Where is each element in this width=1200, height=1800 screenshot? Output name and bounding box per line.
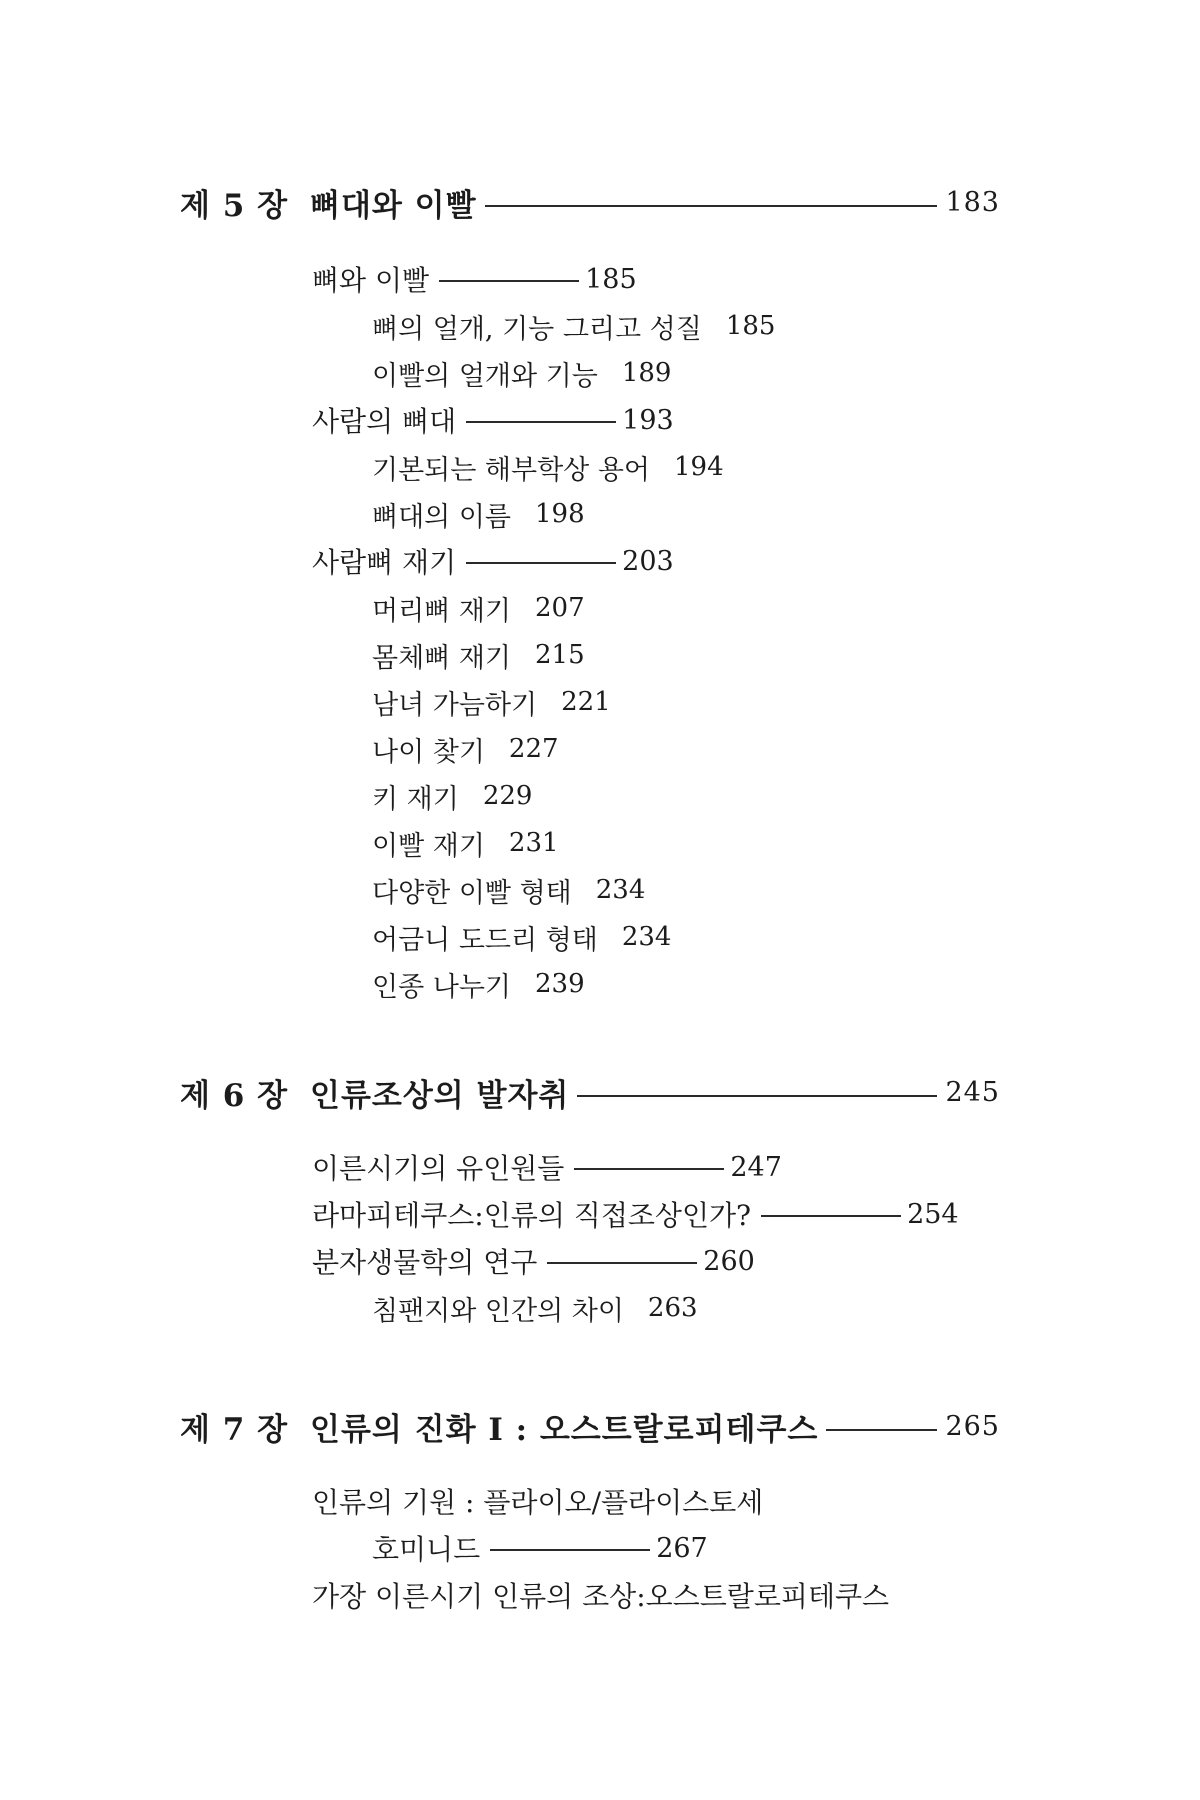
dot-leader: [490, 1549, 650, 1551]
chapter-title: 인류의 진화 Ⅰ : 오스트랄로피테쿠스: [310, 1411, 819, 1448]
toc-section-entry[interactable]: [312, 1241, 755, 1281]
toc-subsection-entry[interactable]: [372, 964, 585, 1004]
section-page-number: 247: [730, 1151, 782, 1183]
subsection-page-number: 194: [674, 452, 724, 482]
subsection-page-number: 234: [595, 875, 646, 905]
chapter-number: 제 6 장: [180, 1077, 289, 1114]
toc-subsection-entry[interactable]: [372, 353, 671, 393]
subsection-title: 키 재기: [372, 783, 459, 815]
toc-subsection-entry[interactable]: [372, 729, 559, 769]
toc-subsection-entry[interactable]: [372, 588, 585, 628]
chapter-title: 뼈대와 이빨: [310, 187, 477, 224]
toc-section-entry[interactable]: [312, 1575, 889, 1615]
section-page-number: 254: [907, 1198, 959, 1230]
dot-leader: [826, 1429, 937, 1431]
section-title: 이른시기의 유인원들: [312, 1152, 565, 1185]
subsection-page-number: 239: [535, 969, 585, 999]
toc-subsection-entry[interactable]: [372, 917, 671, 957]
toc-subsection-entry[interactable]: [372, 494, 585, 534]
subsection-title: 남녀 가늠하기: [372, 689, 538, 721]
chapter-page-number: 183: [945, 186, 1000, 218]
subsection-page-number: 227: [508, 734, 559, 764]
dot-leader: [577, 1095, 937, 1097]
subsection-page-number: 229: [482, 781, 533, 811]
toc-subsection-entry[interactable]: [372, 682, 611, 722]
toc-subsection-entry[interactable]: [372, 1288, 698, 1328]
section-page-number: 267: [656, 1532, 708, 1564]
toc-subsection-entry[interactable]: [372, 635, 585, 675]
subsection-page-number: 185: [725, 311, 776, 341]
subsection-page-number: 189: [621, 358, 672, 388]
subsection-page-number: 231: [508, 828, 559, 858]
subsection-page-number: 234: [621, 922, 672, 952]
subsection-page-number: 215: [535, 640, 585, 670]
section-page-number: 193: [622, 404, 674, 436]
chapter-page-number: 265: [945, 1410, 1000, 1442]
section-title: 사람뼈 재기: [312, 546, 457, 579]
subsection-page-number: 263: [647, 1293, 698, 1323]
toc-subsection-entry[interactable]: [372, 306, 775, 346]
toc-section-entry-continued[interactable]: [372, 1528, 708, 1568]
chapter-title: 인류조상의 발자취: [310, 1077, 570, 1114]
section-page-number: 203: [622, 545, 674, 577]
dot-leader: [466, 562, 616, 564]
section-title: 호미니드: [372, 1533, 481, 1566]
toc-section-entry[interactable]: [312, 1147, 782, 1187]
subsection-title: 다양한 이빨 형태: [372, 877, 572, 909]
chapter-page-number: 245: [945, 1076, 1000, 1108]
section-title: 사람의 뼈대: [312, 405, 457, 438]
subsection-title: 침팬지와 인간의 차이: [372, 1295, 624, 1327]
toc-section-entry[interactable]: [312, 1481, 763, 1521]
subsection-title: 어금니 도드리 형태: [372, 924, 598, 956]
section-title: 인류의 기원 : 플라이오/플라이스토세: [312, 1486, 764, 1519]
subsection-title: 뼈의 얼개, 기능 그리고 성질: [372, 313, 702, 345]
dot-leader: [439, 280, 579, 282]
toc-section-entry[interactable]: [312, 541, 674, 581]
subsection-title: 머리뼈 재기: [372, 595, 511, 627]
chapter-6-heading[interactable]: [180, 1068, 1000, 1116]
subsection-title: 이빨의 얼개와 기능: [372, 360, 598, 392]
toc-subsection-entry[interactable]: [372, 776, 532, 816]
subsection-title: 기본되는 해부학상 용어: [372, 454, 650, 486]
chapter-7-heading[interactable]: [180, 1402, 1000, 1450]
toc-section-entry[interactable]: [312, 259, 637, 299]
subsection-title: 이빨 재기: [372, 830, 485, 862]
subsection-title: 나이 찾기: [372, 736, 485, 768]
dot-leader: [547, 1262, 697, 1264]
section-page-number: 185: [585, 263, 637, 295]
subsection-page-number: 221: [561, 687, 611, 717]
section-title: 뼈와 이빨: [312, 264, 430, 297]
subsection-page-number: 207: [535, 593, 585, 623]
chapter-number: 제 5 장: [180, 187, 289, 224]
toc-section-entry[interactable]: [312, 400, 674, 440]
subsection-page-number: 198: [535, 499, 585, 529]
chapter-5-heading[interactable]: [180, 178, 1000, 226]
dot-leader: [485, 205, 938, 207]
dot-leader: [574, 1168, 724, 1170]
dot-leader: [466, 421, 616, 423]
dot-leader: [761, 1215, 901, 1217]
toc-section-entry[interactable]: [312, 1194, 959, 1234]
subsection-title: 인종 나누기: [372, 971, 511, 1003]
subsection-title: 뼈대의 이름: [372, 501, 511, 533]
subsection-title: 몸체뼈 재기: [372, 642, 511, 674]
toc-subsection-entry[interactable]: [372, 823, 559, 863]
toc-subsection-entry[interactable]: [372, 870, 645, 910]
chapter-number: 제 7 장: [180, 1411, 289, 1448]
section-title: 가장 이른시기 인류의 조상:오스트랄로피테쿠스: [312, 1580, 890, 1613]
section-page-number: 260: [703, 1245, 755, 1277]
section-title: 라마피테쿠스:인류의 직접조상인가?: [312, 1199, 752, 1232]
toc-subsection-entry[interactable]: [372, 447, 724, 487]
section-title: 분자생물학의 연구: [312, 1246, 538, 1279]
